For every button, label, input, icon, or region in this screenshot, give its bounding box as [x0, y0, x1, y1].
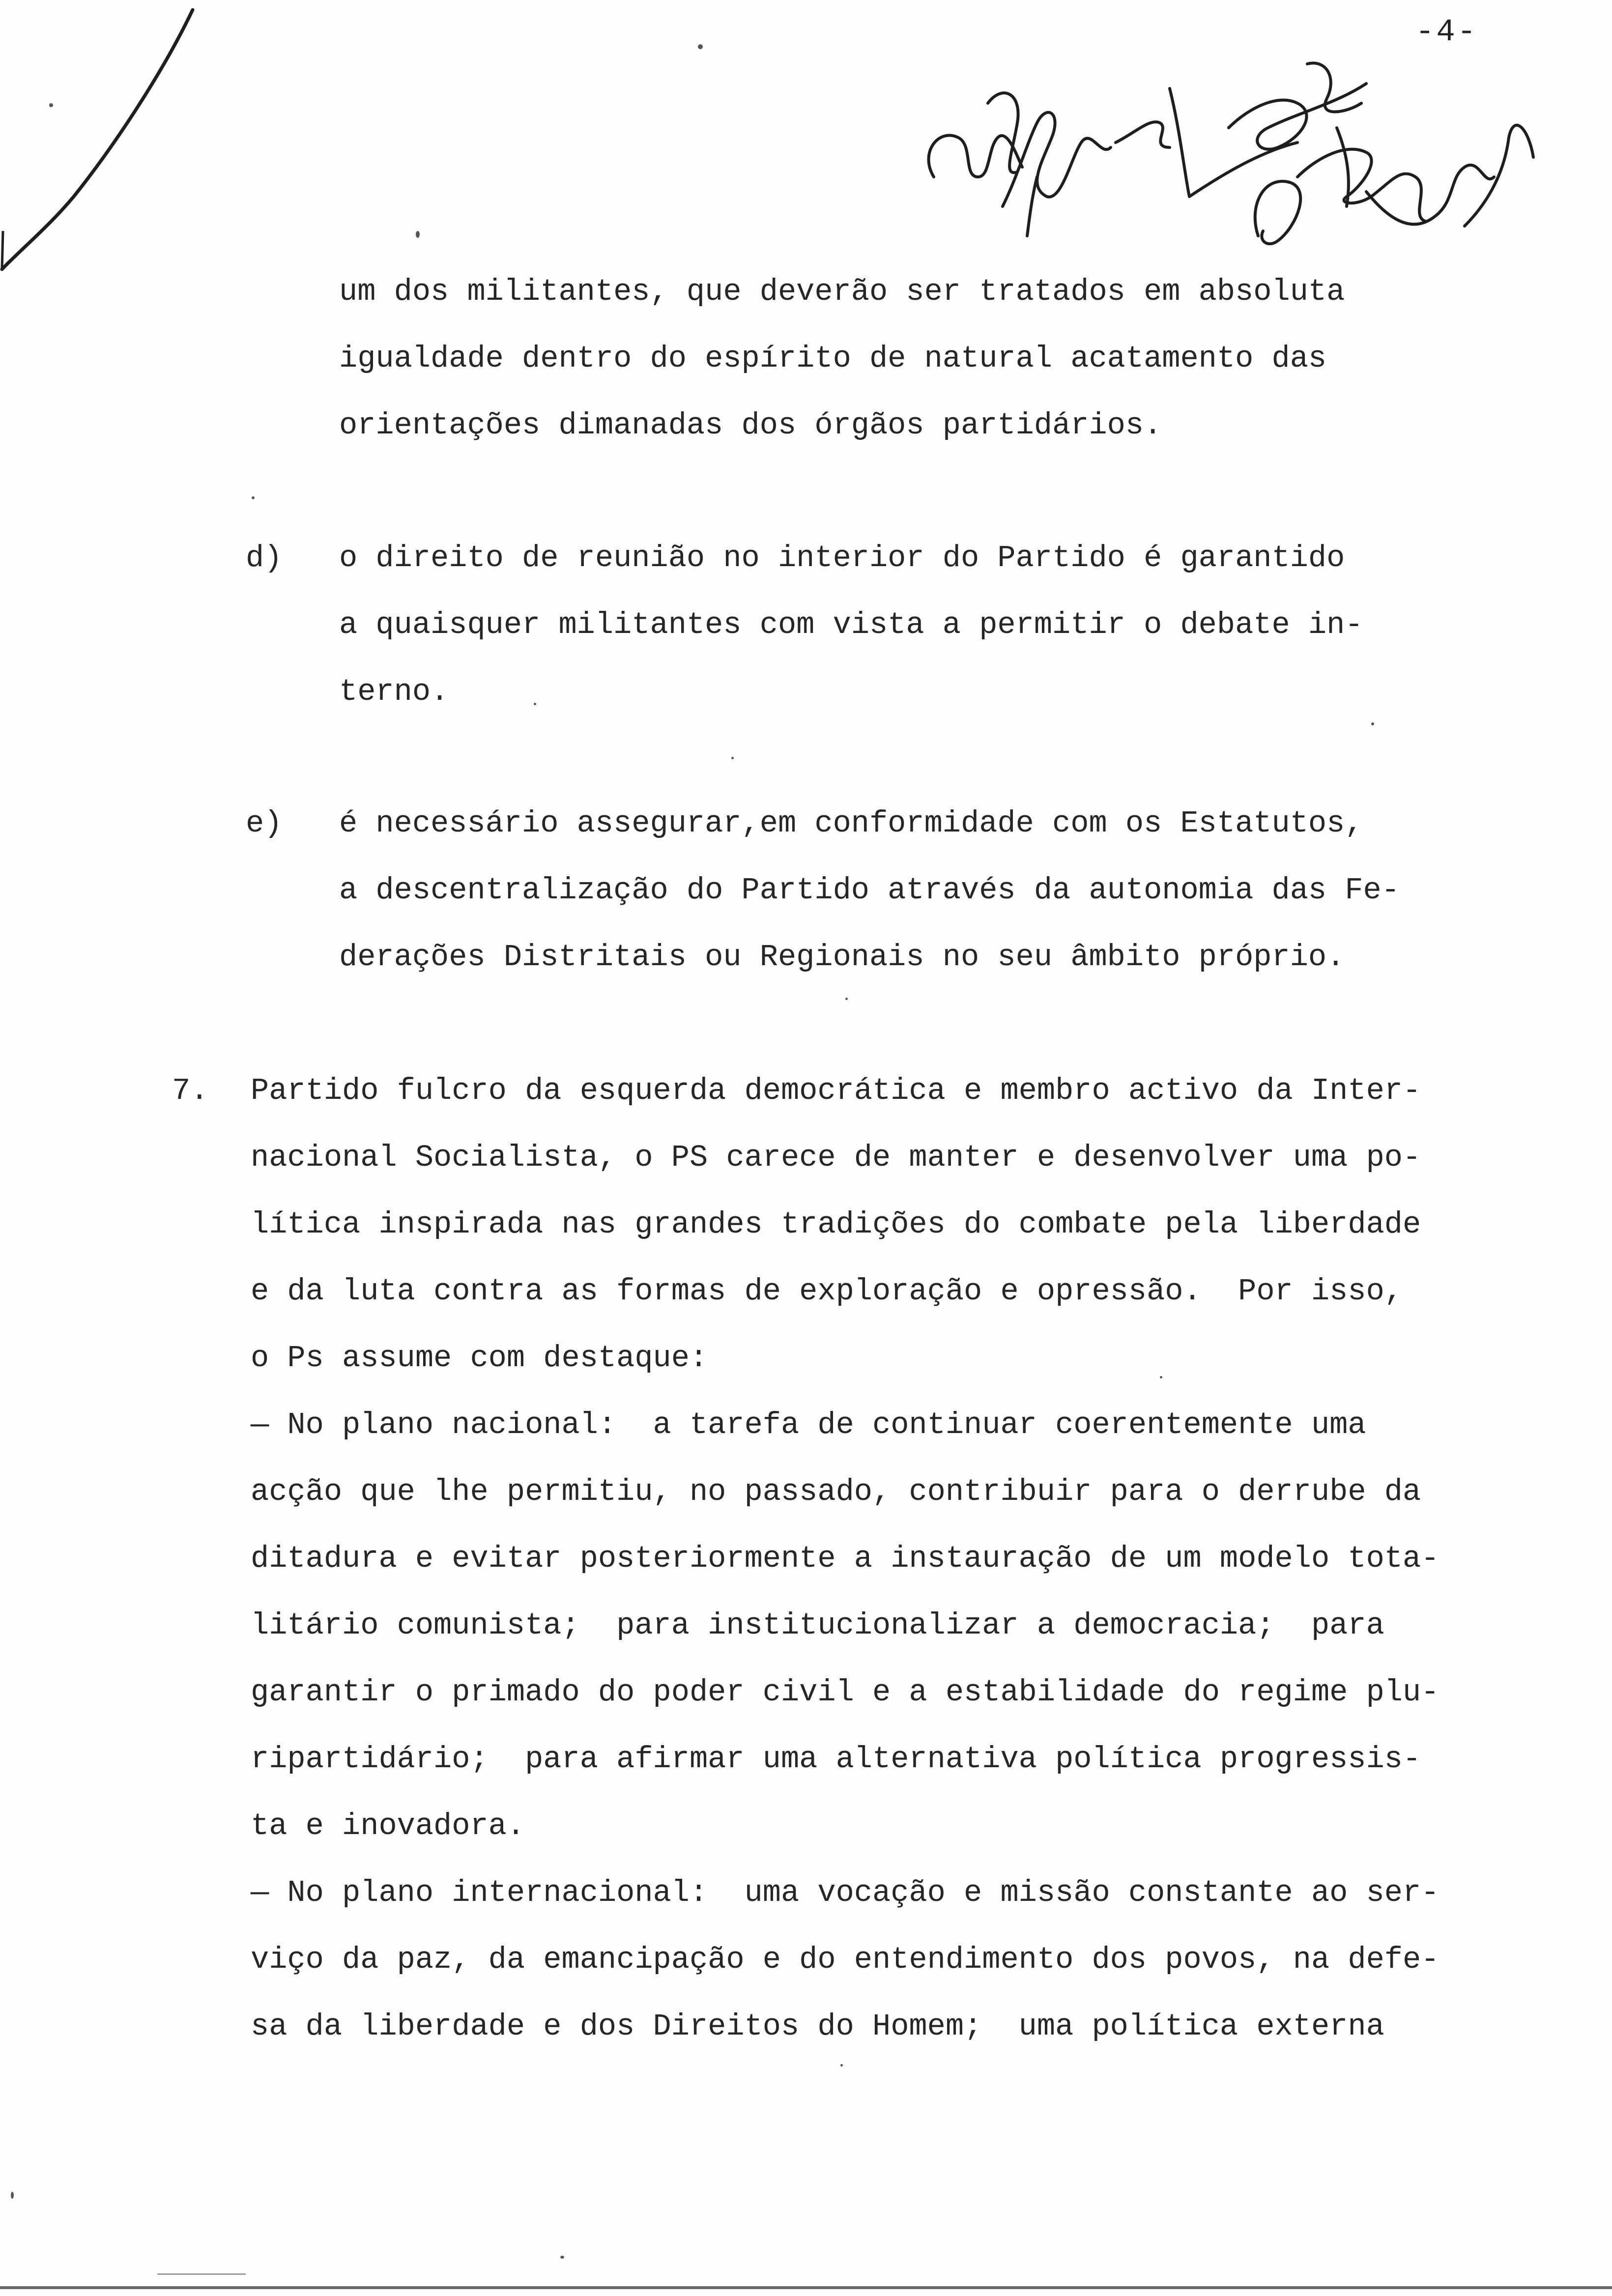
section-7-line-15: sa da liberdade e dos Direitos do Homem; uma política externa [251, 2009, 1384, 2044]
item-d-line-2: a quaisquer militantes com vista a permitir o debate in- [339, 607, 1363, 642]
section-7-line-1: Partido fulcro da esquerda democrática e membro activo da Inter- [251, 1073, 1421, 1108]
continuation-line-3: orientações dimanadas dos órgãos partidários. [339, 408, 1162, 443]
page-number: -4- [1415, 15, 1478, 50]
item-e-line-2: a descentralização do Partido através da autonomia das Fe- [339, 873, 1400, 908]
scan-speck [1371, 722, 1374, 725]
scan-speck [560, 2256, 564, 2259]
item-e-line-1: é necessário assegurar,em conformidade com os Estatutos, [339, 806, 1363, 841]
scan-speck [845, 998, 848, 1000]
handwritten-signatures [904, 29, 1543, 265]
item-e-label: e) [246, 806, 283, 841]
item-d-line-1: o direito de reunião no interior do Partido é garantido [339, 541, 1345, 575]
scan-speck [11, 2192, 14, 2199]
section-7-line-9: litário comunista; para institucionalizar a democracia; para [251, 1608, 1384, 1643]
continuation-line-1: um dos militantes, que deverão ser tratados em absoluta [339, 274, 1345, 309]
section-7-line-13: — No plano internacional: uma vocação e missão constante ao ser- [251, 1875, 1439, 1910]
section-7-line-4: e da luta contra as formas de exploração e opressão. Por isso, [251, 1274, 1403, 1309]
scan-speck [840, 2064, 843, 2066]
scan-speck [534, 703, 536, 705]
margin-pen-stroke [0, 0, 206, 275]
page-bottom-edge [0, 2286, 1612, 2289]
section-7-line-14: viço da paz, da emancipação e do entendimento dos povos, na defe- [251, 1942, 1439, 1977]
section-7-line-8: ditadura e evitar posteriormente a instauração de um modelo tota- [251, 1541, 1439, 1576]
section-7-line-6: — No plano nacional: a tarefa de continuar coerentemente uma [251, 1407, 1366, 1442]
scan-speck [731, 757, 734, 759]
section-7-line-2: nacional Socialista, o PS carece de manter e desenvolver uma po- [251, 1140, 1421, 1175]
section-7-line-7: acção que lhe permitiu, no passado, contribuir para o derrube da [251, 1474, 1421, 1509]
item-e-line-3: derações Distritais ou Regionais no seu âmbito próprio. [339, 940, 1345, 975]
section-7-line-5: o Ps assume com destaque: [251, 1341, 708, 1376]
scan-speck [1160, 1376, 1162, 1378]
scan-speck [698, 44, 703, 49]
section-7-line-12: ta e inovadora. [251, 1808, 525, 1843]
section-7-line-11: ripartidário; para afirmar uma alternativa política progressis- [251, 1742, 1421, 1777]
section-7-number: 7. [172, 1073, 209, 1108]
section-7-line-3: lítica inspirada nas grandes tradições do combate pela liberdade [251, 1207, 1421, 1242]
scan-speck [416, 231, 420, 238]
section-7-line-10: garantir o primado do poder civil e a estabilidade do regime plu- [251, 1675, 1439, 1710]
scan-speck [49, 103, 53, 107]
scan-speck [252, 496, 255, 499]
item-d-label: d) [246, 541, 283, 575]
scan-smudge [157, 2273, 246, 2275]
item-d-line-3: terno. [339, 674, 449, 709]
continuation-line-2: igualdade dentro do espírito de natural acatamento das [339, 341, 1327, 376]
